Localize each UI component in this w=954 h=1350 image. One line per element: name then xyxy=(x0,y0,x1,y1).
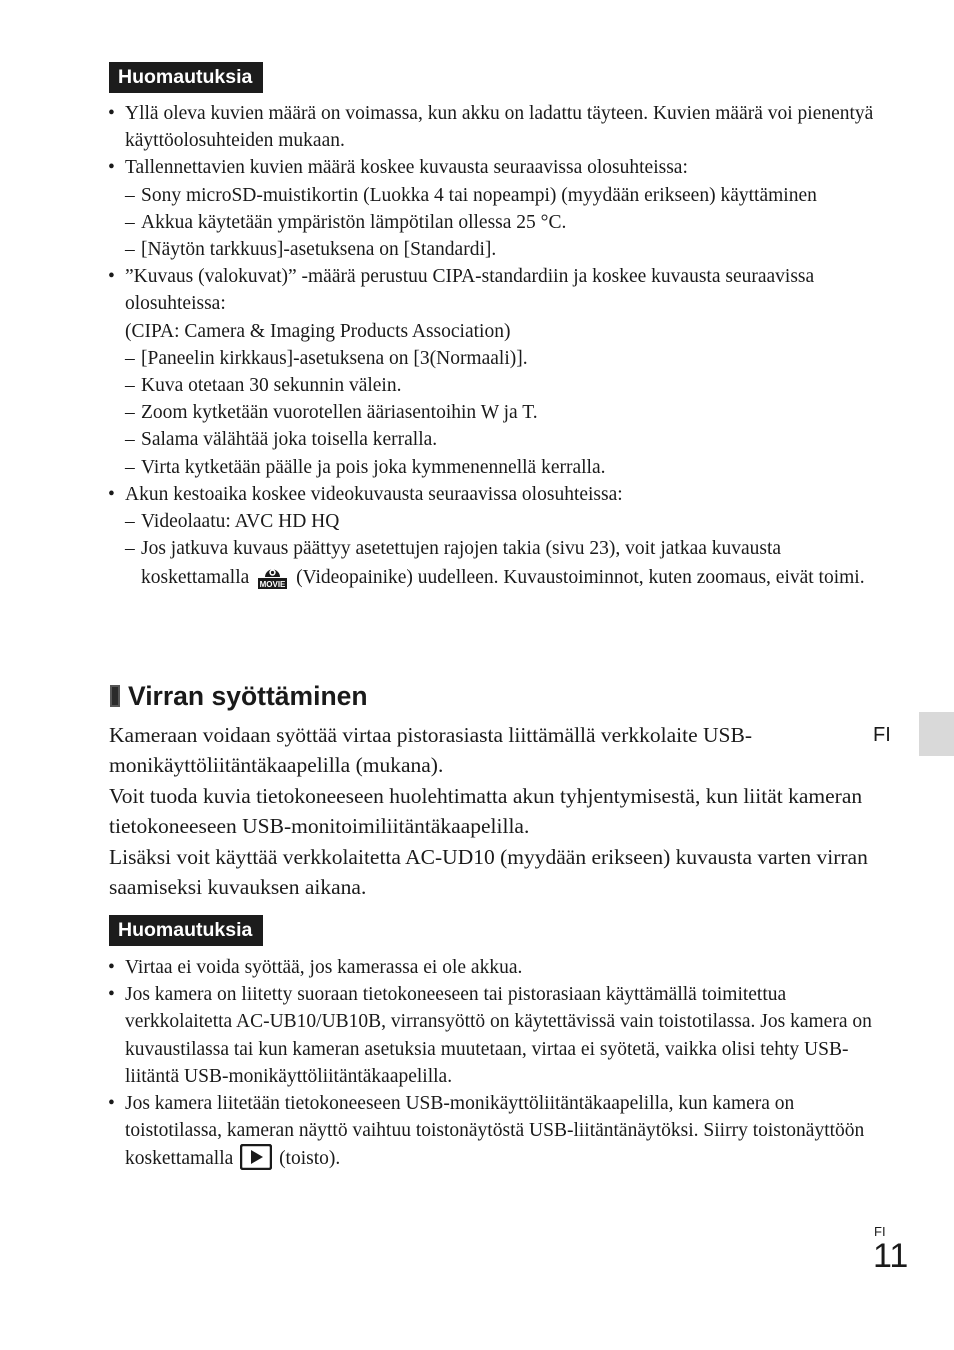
section-heading xyxy=(110,678,368,714)
list-item-text: Jos jatkuva kuvaus päättyy asetettujen rajojen takia (sivu 23), voit jatkaa kuvausta koskettamalla xyxy=(141,538,782,589)
list-item-text: (Videopainike) uudelleen. Kuvaustoiminnot, kuten zoomaus, eivät toimi. xyxy=(296,567,865,589)
list-item: – Virta kytketään päälle ja pois joka kymmenennellä kerralla. xyxy=(108,454,878,481)
heading-marker xyxy=(110,685,120,707)
list-item: • Virtaa ei voida syöttää, jos kamerassa ei ole akkua. xyxy=(108,954,878,981)
notes-list-2 xyxy=(108,954,878,1173)
page-number: 11 xyxy=(873,1237,909,1275)
list-item: – Zoom kytketään vuorotellen ääriasentoihin W ja T. xyxy=(108,399,878,426)
notes-tag-1: Huomautuksia xyxy=(109,62,263,93)
list-item: • ”Kuvaus (valokuvat)” -määrä perustuu CIPA-standardiin ja koskee kuvausta seuraavissa olosuhteissa: xyxy=(108,263,878,317)
list-item: – Kuva otetaan 30 sekunnin välein. xyxy=(108,372,878,399)
list-item: – Salama välähtää joka toisella kerralla. xyxy=(108,426,878,453)
list-item: • Tallennettavien kuvien määrä koskee kuvausta seuraavissa olosuhteissa: xyxy=(108,154,878,181)
side-language-label: FI xyxy=(873,724,891,746)
list-item-text: (toisto). xyxy=(279,1148,341,1170)
list-item xyxy=(108,535,878,591)
list-item xyxy=(108,1090,878,1173)
section-body xyxy=(109,720,869,902)
list-item: – Videolaatu: AVC HD HQ xyxy=(108,508,878,535)
list-item: – [Näytön tarkkuus]-asetuksena on [Standardi]. xyxy=(108,236,878,263)
movie-button-icon xyxy=(256,562,289,590)
section-paragraph-1: Kameraan voidaan syöttää virtaa pistorasiasta liittämällä verkkolaite USB-monikäyttöliitäntäkaapelilla (mukana). xyxy=(109,723,752,778)
list-item: – Sony microSD-muistikortin (Luokka 4 tai nopeampi) (myydään erikseen) käyttäminen xyxy=(108,182,878,209)
list-item: (CIPA: Camera & Imaging Products Association) xyxy=(125,320,511,342)
notes-tag-2: Huomautuksia xyxy=(109,915,263,946)
section-paragraph-2: Voit tuoda kuvia tietokoneeseen huolehtimatta akun tyhjentymisestä, kun liität kameran tietokoneeseen USB-monitoimiliitäntäkaapelilla. xyxy=(109,783,863,839)
notes-1-items xyxy=(108,100,878,535)
footer-language: FI xyxy=(874,1224,886,1239)
movie-icon-label: MOVIE xyxy=(259,580,286,590)
notes-2-items xyxy=(108,954,878,1090)
section-title: Virran syöttäminen xyxy=(128,681,368,711)
list-item: – Akkua käytetään ympäristön lämpötilan ollessa 25 °C. xyxy=(108,209,878,236)
playback-icon xyxy=(240,1144,272,1170)
section-paragraph-3: Lisäksi voit käyttää verkkolaitetta AC-UD10 (myydään erikseen) kuvausta varten virran saamiseksi kuvauksen aikana. xyxy=(109,844,868,900)
list-item: • Yllä oleva kuvien määrä on voimassa, kun akku on ladattu täyteen. Kuvien määrä voi pienentyä käyttöolosuhteiden mukaan. xyxy=(108,100,878,154)
list-item-text: Jos kamera liitetään tietokoneeseen USB-monikäyttöliitäntäkaapelilla, kun kamera on toistotilassa, kameran näyttö vaihtuu toistonäytöstä USB-liitäntänäytöksi. Siirry toistonäyttöön koskettamalla xyxy=(125,1093,865,1170)
list-item: • Akun kestoaika koskee videokuvausta seuraavissa olosuhteissa: xyxy=(108,481,878,508)
list-item: • Jos kamera on liitetty suoraan tietokoneeseen tai pistorasiaan käyttämällä toimitettua verkkolaitetta AC-UB10/UB10B, virransyöttö on käytettävissä vain toistotilassa. Jos kamera on kuvaustilassa tai kun kameran asetuksia muutetaan, virtaa ei syötetä, vaikka olisi tehty USB-liitäntä USB-monikäyttöliitäntäkaapelilla. xyxy=(108,981,878,1090)
language-side-tab xyxy=(919,712,954,756)
notes-list-1 xyxy=(108,100,878,592)
list-item: – [Paneelin kirkkaus]-asetuksena on [3(Normaali)]. xyxy=(108,345,878,372)
